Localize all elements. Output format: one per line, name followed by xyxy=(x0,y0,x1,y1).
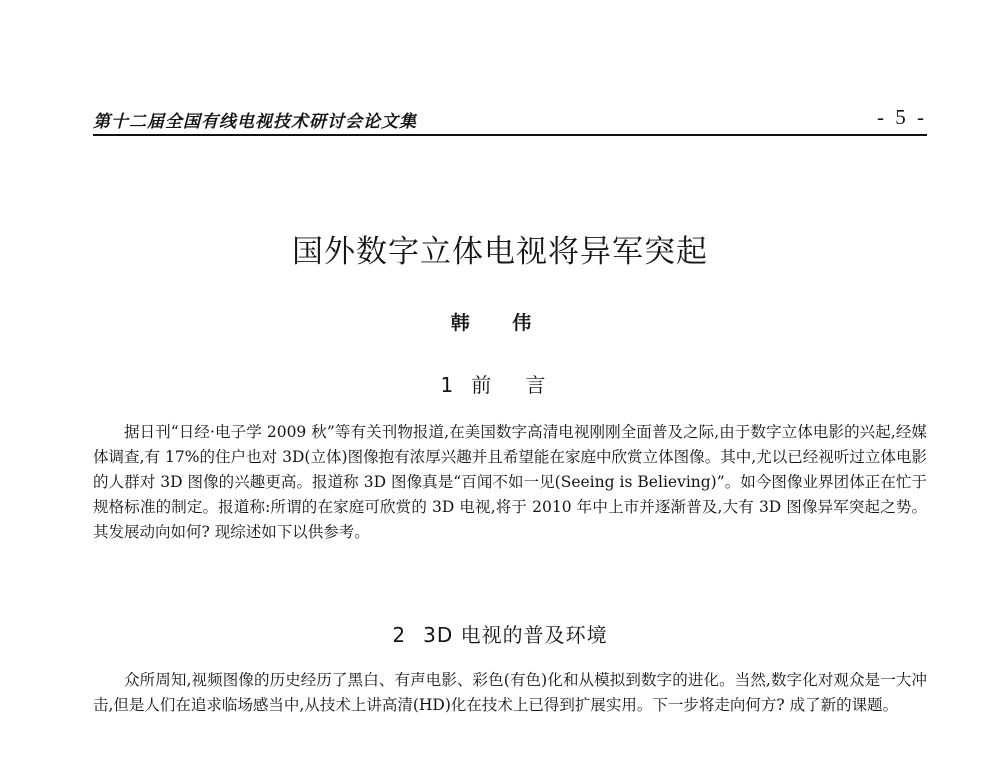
section-title: 前 言 xyxy=(471,373,560,397)
section-heading-3d-tv-environment xyxy=(0,619,1000,648)
section-number: 2 xyxy=(392,623,406,647)
journal-title: 第十二届全国有线电视技术研讨会论文集 xyxy=(93,112,417,132)
author-name: 韩 伟 xyxy=(450,312,550,334)
running-header xyxy=(93,103,927,135)
body-paragraph: 据日刊“日经·电子学 2009 秋”等有关刊物报道,在美国数字高清电视刚刚全面普及之际,由于数字立体电影的兴起,经媒体调查,有 17%的住户也对 3D(立体)图像抱有浓厚兴趣并且希望能在家庭中欣赏立体图像。其中,尤以已经视听过立体电影的人群对 3D 图像的兴趣更高。报道称 3D 图像真是“百闻不如一见(Seeing is Believing)”。如今图像业界团体正在忙于规格标准的制定。报道称:所谓的在家庭可欣赏的 3D 电视,将于 2010 年中上市并逐渐普及,大有 3D 图像异军突起之势。其发展动向如何? 现综述如下以供参考。 xyxy=(93,423,927,541)
section-heading-introduction xyxy=(0,369,1000,398)
section-title: 3D 电视的普及环境 xyxy=(423,623,608,647)
article-title: 国外数字立体电视将异军突起 xyxy=(292,234,708,270)
section-number: 1 xyxy=(440,373,454,397)
header-rule xyxy=(93,134,927,136)
page-number: - 5 - xyxy=(877,105,927,129)
body-paragraph: 众所周知,视频图像的历史经历了黑白、有声电影、彩色(有色)化和从模拟到数字的进化。当然,数字化对观众是一大冲击,但是人们在追求临场感当中,从技术上讲高清(HD)化在技术上已得到扩展实用。下一步将走向何方? 成了新的课题。 xyxy=(93,671,927,714)
